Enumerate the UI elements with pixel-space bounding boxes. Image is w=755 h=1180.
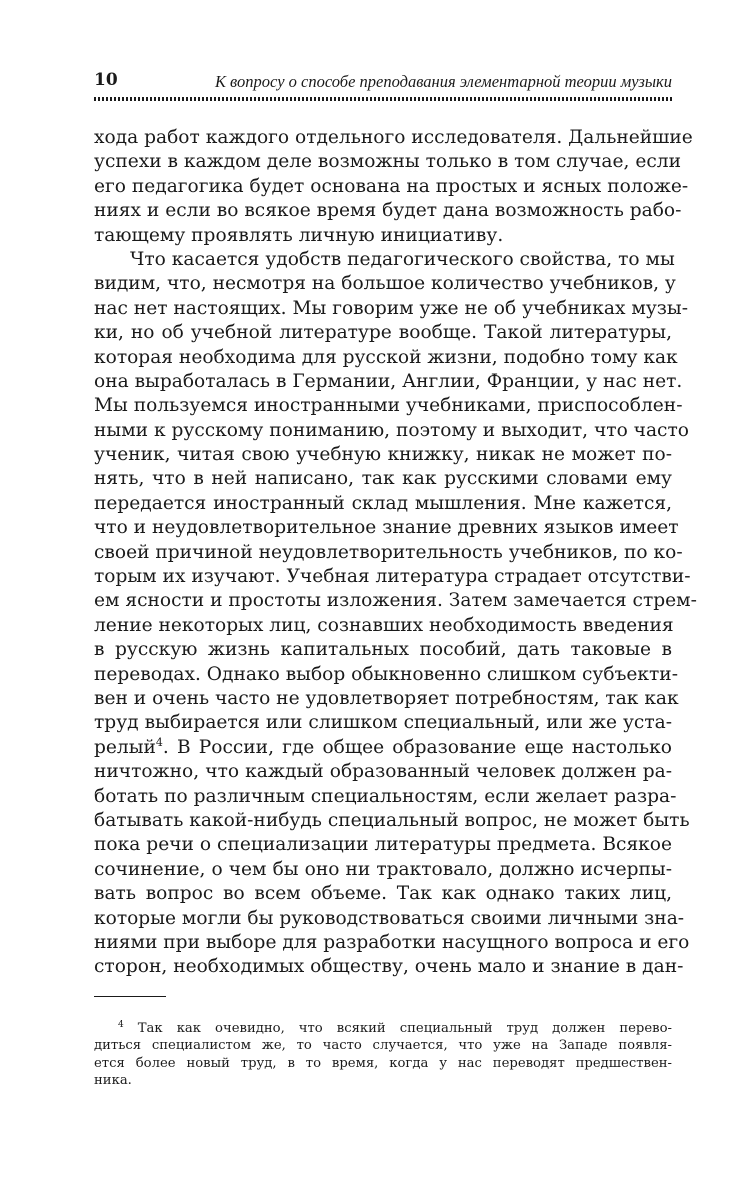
footnote-line: ется более новый труд, в то время, когда у нас переводят предшествен- [94, 1055, 672, 1071]
text-line: ботать по различным специальностям, если желает разра- [94, 785, 677, 807]
text-fragment: релый [94, 736, 156, 758]
text-line: ниях и если во всякое время будет дана возможность рабо- [94, 200, 682, 222]
paragraph-start-line: Что касается удобств педагогического свойства, то мы [130, 248, 675, 270]
text-line: пока речи о специализации литературы предмета. Всякое [94, 834, 672, 856]
text-line: ниями при выборе для разработки насущного вопроса и его [94, 931, 690, 953]
text-line: тающему проявлять личную инициативу. [94, 224, 504, 246]
text-line: вен и очень часто не удовлетворяет потребностям, так как [94, 687, 679, 709]
text-line: ученик, читая свою учебную книжку, никак не может по- [94, 444, 672, 466]
text-line: батывать какой-нибудь специальный вопрос, не может быть [94, 809, 690, 831]
header-dotted-rule [94, 97, 672, 101]
footnote-separator [94, 996, 166, 997]
text-line: которая необходима для русской жизни, подобно тому как [94, 346, 678, 368]
text-line: Мы пользуемся иностранными учебниками, приспособлен- [94, 395, 683, 417]
text-line: в русскую жизнь капитальных пособий, дать таковые в [94, 639, 672, 661]
text-line: ки, но об учебной литературе вообще. Такой литературы, [94, 322, 672, 344]
text-fragment: . В России, где общее образование еще настолько [162, 736, 672, 758]
body-text [94, 126, 697, 980]
text-line: передается иностранный склад мышления. Мне кажется, [94, 492, 672, 514]
text-line: она выработалась в Германии, Англии, Франции, у нас нет. [94, 370, 683, 392]
page-number: 10 [94, 70, 118, 90]
footnote-line: ника. [94, 1073, 132, 1089]
footnote-line: диться специалистом же, то часто случается, что уже на Западе появля- [94, 1038, 672, 1054]
text-line: ем ясности и простоты изложения. Затем замечается стрем- [94, 590, 697, 612]
footnote-reference[interactable]: 4 [155, 735, 163, 749]
text-line: хода работ каждого отдельного исследователя. Дальнейшие [94, 127, 693, 148]
text-line: переводах. Однако выбор обыкновенно слишком субъекти- [94, 663, 678, 685]
text-line: успехи в каждом деле возможны только в том случае, если [94, 151, 681, 173]
footnote [94, 1020, 672, 1090]
text-line: сочинение, о чем бы оно ни трактовало, должно исчерпы- [94, 858, 672, 880]
text-line: ление некоторых лиц, сознавших необходимость введения [94, 614, 674, 636]
text-line-with-footnote [94, 736, 672, 760]
text-line: торым их изучают. Учебная литература страдает отсутстви- [94, 566, 691, 588]
footnote-number: 4 [118, 1020, 124, 1030]
footnote-text: Так как очевидно, что всякий специальный труд должен перево- [137, 1021, 672, 1036]
text-line: которые могли бы руководствоваться своими личными зна- [94, 907, 685, 929]
text-line: нас нет настоящих. Мы говорим уже не об учебниках музы- [94, 297, 689, 319]
text-line: ничтожно, что каждый образованный человек должен ра- [94, 761, 672, 783]
running-header [94, 70, 672, 94]
text-line: своей причиной неудовлетворительность учебников, по ко- [94, 541, 683, 563]
text-line: вать вопрос во всем объеме. Так как однако таких лиц, [94, 883, 672, 905]
footnote-line [94, 1020, 672, 1037]
running-title: К вопросу о способе преподавания элементарной теории музыки [214, 72, 672, 91]
text-line: труд выбирается или слишком специальный, или же уста- [94, 712, 672, 734]
text-line: видим, что, несмотря на большое количество учебников, у [94, 273, 676, 295]
text-line: сторон, необходимых обществу, очень мало и знание в дан- [94, 956, 684, 978]
text-line: его педагогика будет основана на простых и ясных положе- [94, 175, 689, 197]
text-line: нять, что в ней написано, так как русскими словами ему [94, 468, 672, 490]
text-line: что и неудовлетворительное знание древних языков имеет [94, 517, 679, 539]
text-line: ными к русскому пониманию, поэтому и выходит, что часто [94, 419, 689, 441]
